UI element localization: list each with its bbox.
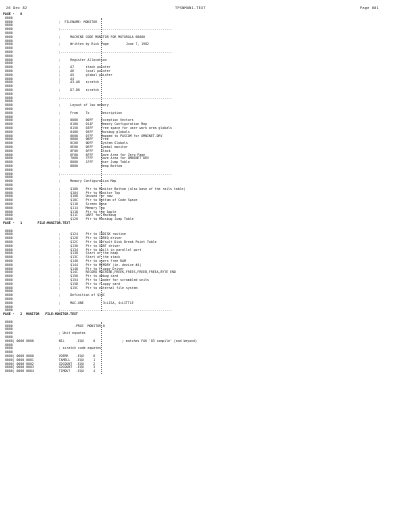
listing-line: 0000 ; 8000 1FFF User Jump Table: [5, 160, 130, 165]
listing-line: 0000 ; A4: [5, 76, 75, 81]
listing-line: 0000 ; $134 Ptr to built in parallel port: [5, 247, 142, 252]
listing-line: 0000 ; $118 Ptr to the Apple: [5, 209, 117, 214]
page-number: Page 001: [360, 6, 379, 10]
listing-line: 0000 ; $110 Screen Base: [5, 202, 107, 206]
listing-line: 0000 ; $14C RECORD MACHINE,FREEK,FREES,FREEB,FREEA,BYTE END: [5, 270, 176, 275]
listing-line: 0000 ; 0150 03FF Free space for user work area globals: [5, 126, 172, 130]
comment-column-rule: [101, 322, 102, 374]
listing-line: 0000 ; $15C Ptr to external file system: [5, 285, 138, 290]
listing-line: 0000 ; 0C00 0DFF System Globals: [5, 141, 128, 146]
listing-line: 0000: [5, 61, 13, 66]
listing-line: 0000: [5, 167, 13, 172]
listing-line: 0000 ;----------------------------------------------------------: [5, 27, 172, 32]
listing-line: 0000 ; 0100 014F Memory Configuration Map: [5, 122, 148, 127]
listing-line: 0000: [5, 342, 13, 347]
listing-line: 0000: [5, 297, 13, 301]
listing-line: 0000 ; D7-D0 scratch: [5, 88, 100, 92]
listing-line: 0000 ; MACHINE CODE MONITOR FOR MOTOROLA 68000: [5, 34, 146, 39]
listing-line: 0000: [5, 183, 13, 187]
listing-line: 0000 ; A6 local pointer: [5, 69, 111, 73]
listing-line: 0000 ; 0600 07FF Mapped to PASCOM for OMNINET.DRV: [5, 133, 163, 138]
listing-line: 0000 ; Written by Rick Page June 7, 1982: [5, 42, 149, 47]
listing-line: 0000: [5, 327, 13, 332]
listing-line: 0000 ; Definition of $14C: [5, 293, 105, 298]
listing-line: 0000 ; $144 Ptr to MEMORY (ie. device #4): [5, 262, 142, 267]
listing-line: 0000 ; scratch code equates: [5, 346, 101, 351]
listing-line: 0000 ; $138 Start of the heap: [5, 251, 119, 256]
listing-line: 0000 ; $124 Ptr to IODISK routine: [5, 232, 126, 237]
listing-line: 0000 ; $12C Ptr to Default Disk Break Point Table: [5, 240, 157, 244]
listing-line: 0000 ; 0E00 0EFF Symbol monitor: [5, 145, 128, 149]
listing-line: 0000: [5, 15, 13, 20]
listing-line: 0000 ; Unit equates: [5, 331, 86, 336]
listing-line: 0000 ; 6F00 6FFF Save Area for Zero Page: [5, 152, 146, 157]
listing-line: 0000 ; $120 Ptr to Macsbug Jump Table: [5, 217, 134, 222]
listing-line: 0000 ; Register Allocation: [5, 57, 107, 62]
listing-line: 0000| 0000 0003 CDCOUNT .EQU 3: [5, 365, 96, 370]
listing-line: 0000 ; $100 Ptr to Monitor Bottom (also base of the rails table): [5, 186, 186, 191]
listing-line: 0000 ;----------------------------------------------------------: [5, 50, 172, 54]
listing-line: 0000 ; 0F00 0FFF Stack: [5, 148, 111, 153]
file-title: TPSNMON1.TEXT: [175, 6, 206, 10]
listing-line: 0000 ; $148 Ptr to Floppy Driver: [5, 266, 124, 271]
listing-line: 0000: [5, 53, 13, 58]
listing-line: 0000| 0000 0000 VOERR .EQU 0: [5, 354, 96, 358]
listing-line: 0000 ; A3-A0 scratch: [5, 80, 100, 85]
page-break-line: PAGE - 1 FILE:MONITOR.TEXT: [3, 221, 71, 225]
listing-line: 0000: [5, 23, 13, 28]
listing-line: 0000: [5, 84, 13, 89]
listing-line: 0000 ; Memory Configuration Map: [5, 179, 117, 184]
listing-line: 0000: [5, 335, 13, 339]
listing-line: 0000| 0000 0002 CDCOUNT .EQU 2: [5, 361, 96, 366]
listing-line: 0000 ; $158 Ptr to floppy card: [5, 281, 121, 286]
listing-line: 0000 ; FILENAME: MONITOR: [5, 19, 98, 24]
listing-line: 0000: [5, 31, 13, 35]
listing-line: 0000 ; $130 Ptr to UART driver: [5, 243, 121, 248]
listing-line: 0000 ; $154 Ptr to loader for scrambled units: [5, 278, 149, 282]
listing-line: 0000 ; A7 stack pointer: [5, 65, 111, 70]
listing-line: 0000| 0000 0000 NIL .EQU 0 ; matches FAK '83 compile' (and beyond): [5, 338, 197, 343]
listing-line: 0000: [5, 319, 13, 324]
listing-line: 0000 ; $10C Ptr to Bottom of Code Space: [5, 198, 138, 203]
listing-line: 0000 ; A5 global pointer: [5, 72, 113, 77]
listing-line: 0000 ;----------------------------------------------------------: [5, 171, 172, 176]
listing-line: 0000 ; $140 Ptr to users free RAM: [5, 259, 126, 263]
page-break-line: PAGE - 0: [3, 12, 23, 16]
listing-line: 0000 ; $108 Unused for now: [5, 194, 113, 199]
listing-line: 0000: [5, 91, 13, 96]
listing-line: 0000 ; $13C Start of the stack: [5, 255, 121, 260]
listing-line: 0000 ; 8800 Heap Bottom: [5, 164, 123, 168]
listing-line: 0000| 0000 0004 TIMOUT .EQU 4: [5, 369, 96, 374]
listing-line: 0000: [5, 304, 13, 309]
listing-line: 0000: [5, 350, 13, 355]
listing-line: 0000 ; $104 Ptr to Monitor Top: [5, 190, 121, 195]
listing-line: 0000: [5, 99, 13, 104]
listing-line: 0000: [5, 114, 13, 119]
listing-line: 0000 .PROC MONITOR,0: [5, 323, 105, 328]
listing-line: 0000 ; 7000 7FFF Save Area for OMNINET DRV: [5, 156, 149, 161]
listing-line: 0000 ; $150 Ptr to debug card: [5, 274, 119, 279]
listing-line: 0000 ; $128 Ptr to IOREQ driver: [5, 236, 123, 241]
listing-line: 0000 ; Layout of low memory: [5, 103, 109, 108]
print-date: 26 Dec 82: [6, 6, 28, 10]
listing-line: 0000| 0000 0001 TAMELL .EQU 1: [5, 357, 96, 362]
listing-line: 0000 ;----------------------------------------------------------: [5, 95, 172, 100]
listing-line: 0000 ; MAC-ONE 3=LISA, 4=LITTLE: [5, 300, 134, 305]
listing-line: 0000 ; $114 Memory Top: [5, 205, 105, 210]
listing-line: 0000: [5, 228, 13, 233]
listing-line: 0000: [5, 175, 13, 180]
listing-line: 0000: [5, 107, 13, 111]
listing-line: 0000: [5, 46, 13, 51]
listing-line: 0000 ; $11C UART for Macsbug: [5, 213, 117, 218]
listing-line: 0000 ; From To Description: [5, 110, 123, 115]
listing-line: 0000 ; 0400 05FF Macsbug globals: [5, 129, 130, 134]
listing-line: 0000: [5, 289, 13, 294]
listing-line: 0000 ; 0000 00FF Exception Vectors: [5, 118, 134, 123]
listing-line: 0000 ;----------------------------------------------------------: [5, 308, 172, 313]
listing-line: 0000: [5, 38, 13, 43]
page-break-line: PAGE - 2 MONITOR FILE:MONITOR.TEXT: [3, 312, 78, 317]
listing-line: 0000 ; 0800 0BFF Free: [5, 137, 109, 142]
